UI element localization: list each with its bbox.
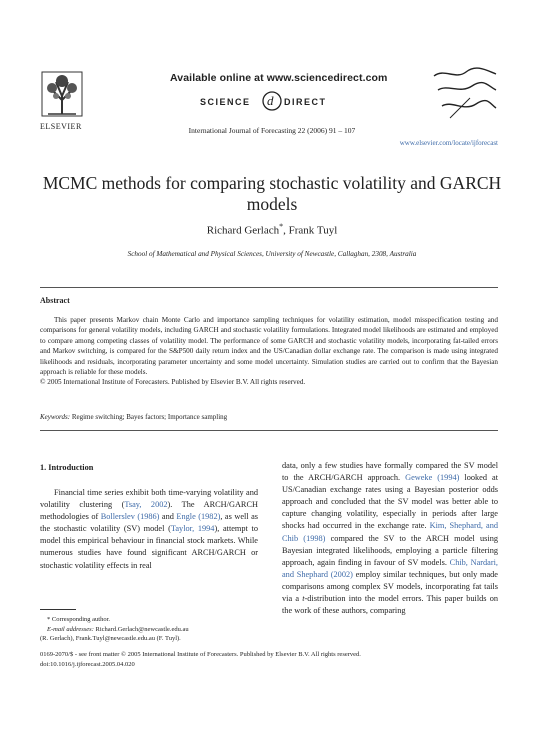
text-run: ). The ARCH/GARCH methodologies of bbox=[40, 500, 258, 522]
author-separator: , bbox=[283, 224, 289, 237]
section-heading-introduction: 1. Introduction bbox=[40, 463, 94, 472]
doi[interactable]: doi:10.1016/j.ijforecast.2005.04.020 bbox=[40, 661, 135, 668]
divider-bottom bbox=[40, 430, 498, 431]
text-run: , as well as the stochastic volatility (SV) model ( bbox=[40, 512, 259, 534]
author-2: Frank Tuyl bbox=[288, 224, 338, 237]
divider-top bbox=[40, 287, 498, 288]
citation-link[interactable]: Engle (1982) bbox=[176, 512, 221, 522]
svg-text:DIRECT: DIRECT bbox=[284, 97, 327, 107]
intro-left-column bbox=[40, 487, 258, 572]
affiliation: School of Mathematical and Physical Sciences, University of Newcastle, Callaghan, 2308, Australia bbox=[127, 250, 417, 258]
text-run: employ similar techniques, but only made comparisons among complex SV models, incorporating fat tails via a bbox=[282, 569, 498, 604]
email-line bbox=[40, 625, 258, 635]
keywords bbox=[40, 413, 227, 421]
text-run: ), attempt to model this empirical behaviour in financial stock markets. While numerous studies have found significant ARCH/GARCH or stochastic volatility effects in real bbox=[40, 524, 258, 570]
citation-link[interactable]: Chib, Nardari, and Shephard (2002) bbox=[282, 557, 498, 579]
text-run: and bbox=[159, 512, 177, 522]
abstract-copyright: © 2005 International Institute of Forecasters. Published by Elsevier B.V. All rights reserved. bbox=[40, 378, 306, 387]
citation-link[interactable]: Geweke (1994) bbox=[405, 473, 460, 483]
intro-paragraph-1 bbox=[40, 487, 258, 572]
email-1[interactable]: Richard.Gerlach@newcastle.edu.au bbox=[93, 625, 189, 633]
email-line-2[interactable]: (R. Gerlach), Frank.Tuyl@newcastle.edu.au (F. Tuyl). bbox=[40, 635, 181, 643]
sciencedirect-logo-icon bbox=[198, 90, 346, 112]
elsevier-logo-text: ELSEVIER bbox=[40, 122, 82, 131]
keywords-label: Keywords: bbox=[40, 413, 71, 421]
corresponding-author-mark[interactable]: * bbox=[279, 222, 284, 231]
footnote-rule bbox=[40, 609, 76, 610]
issn-copyright: 0169-2070/$ - see front matter © 2005 International Institute of Forecasters. Published by Elsevier B.V. All rights reserved. bbox=[40, 651, 361, 658]
citation-link[interactable]: Kim, Shephard, and Chib (1998) bbox=[282, 521, 498, 543]
text-run: data, only a few studies have formally compared the SV model to the ARCH/GARCH approach. bbox=[282, 461, 498, 483]
intro-right-column bbox=[282, 460, 498, 617]
article-title: MCMC methods for comparing stochastic volatility and GARCH models bbox=[42, 173, 502, 214]
text-run: -distribution into the model errors. This paper builds on the work of these authors, comparing bbox=[282, 594, 498, 616]
italic-t: t bbox=[302, 594, 305, 604]
footnote bbox=[40, 615, 258, 644]
available-online-link[interactable]: Available online at www.sciencedirect.com bbox=[170, 72, 388, 84]
citation-link[interactable]: Bollerslev (1986) bbox=[100, 512, 160, 522]
email-label: E-mail addresses: bbox=[47, 625, 94, 633]
abstract-body bbox=[40, 315, 498, 388]
abstract-text: This paper presents Markov chain Monte Carlo and importance sampling techniques for volatility estimation, model misspecification testing and comparisons for general volatility models, including GARCH and stochastic volatility formulations. Integrated model likelihoods are estimated and employed to compare among competing classes of volatility model. The performance of some GARCH and stochastic volatility models, incorporating fat-tailed errors and Markov switching, is compared for the S&P500 daily return index and the US/Canadian dollar exchange rate. The comparison is made using integrated likelihoods and residuals, incorporating parameter uncertainty and some model uncertainty. Simulation studies are carried out to confirm that the Bayesian approach is reliable for these models. bbox=[40, 316, 498, 377]
elsevier-tree-logo-icon bbox=[40, 70, 84, 128]
front-matter-footer bbox=[40, 650, 498, 670]
svg-text:d: d bbox=[267, 93, 274, 108]
svg-text:SCIENCE: SCIENCE bbox=[200, 97, 251, 107]
authors-line bbox=[40, 222, 504, 237]
citation-link[interactable]: Tsay, 2002 bbox=[124, 500, 168, 510]
text-run: looked at US/Canadian exchange rates using a Bayesian posterior odds approach and concluded that the SV model was better able to capture changing volatility, especially in periods after large shocks had occurred in the exchange rate. bbox=[282, 473, 499, 531]
citation-link[interactable]: Taylor, 1994 bbox=[170, 524, 215, 534]
text-run: Financial time series exhibit both time-varying volatility and volatility clustering ( bbox=[40, 488, 258, 510]
journal-citation: International Journal of Forecasting 22 (2006) 91 – 107 bbox=[188, 126, 356, 135]
corresponding-author-note: * Corresponding author. bbox=[47, 616, 111, 623]
journal-homepage-link[interactable]: www.elsevier.com/locate/ijforecast bbox=[399, 139, 498, 147]
author-1: Richard Gerlach bbox=[206, 224, 280, 237]
intro-paragraph-2 bbox=[282, 460, 498, 617]
abstract-heading: Abstract bbox=[40, 296, 70, 305]
keywords-list: Regime switching; Bayes factors; Importance sampling bbox=[71, 413, 228, 421]
text-run: compared the SV to the ARCH model using Bayesian integrated likelihoods, employing a particle filtering approach, again finding in favour of SV models. bbox=[282, 533, 498, 567]
ijf-journal-logo-icon bbox=[430, 64, 500, 124]
